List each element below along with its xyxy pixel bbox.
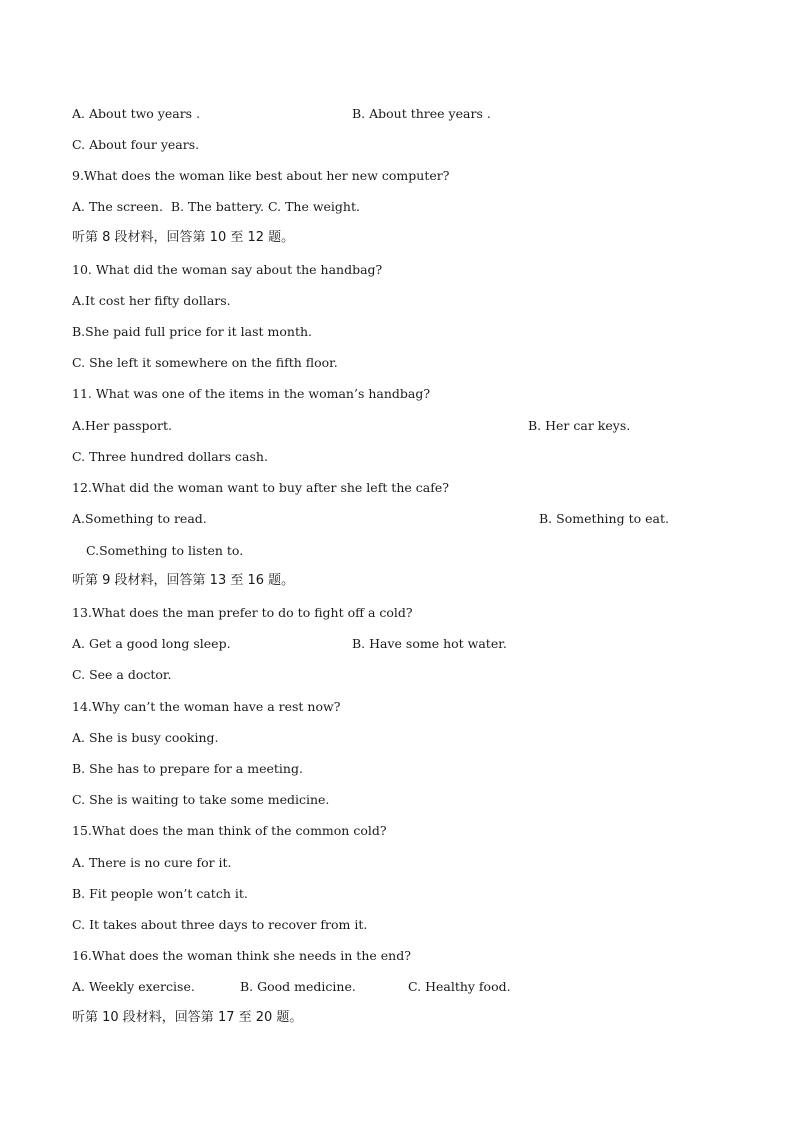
q8-option-c: C. About four years. — [72, 137, 200, 152]
question-12: 12.What did the woman want to buy after she left the cafe? — [72, 480, 449, 495]
question-16: 16.What does the woman think she needs in the end? — [72, 948, 411, 963]
q16-option-c: C. Healthy food. — [408, 979, 511, 994]
question-15: 15.What does the man think of the common cold? — [72, 823, 387, 838]
q11-option-c: C. Three hundred dollars cash. — [72, 449, 268, 464]
question-13: 13.What does the man prefer to do to fight off a cold? — [72, 605, 413, 620]
q15-option-c: C. It takes about three days to recover from it. — [72, 917, 368, 932]
q10-option-c: C. She left it somewhere on the fifth floor. — [72, 355, 338, 370]
q16-option-a: A. Weekly exercise. — [72, 979, 195, 994]
question-9: 9.What does the woman like best about her new computer? — [72, 168, 450, 183]
q14-option-a: A. She is busy cooking. — [72, 730, 219, 745]
q12-option-b: B. Something to eat. — [539, 511, 669, 526]
q16-option-b: B. Good medicine. — [240, 979, 356, 994]
q11-option-b: B. Her car keys. — [528, 418, 631, 433]
q12-option-a: A.Something to read. — [72, 511, 207, 526]
q8-option-a: A. About two years . — [72, 106, 201, 121]
section-10-instruction: 听第 10 段材料，回答第 17 至 20 题。 — [72, 1010, 303, 1025]
section-9-instruction: 听第 9 段材料，回答第 13 至 16 题。 — [72, 573, 295, 588]
q15-option-a: A. There is no cure for it. — [72, 855, 232, 870]
q15-option-b: B. Fit people won’t catch it. — [72, 886, 248, 901]
q8-option-b: B. About three years . — [352, 106, 491, 121]
q14-option-b: B. She has to prepare for a meeting. — [72, 761, 303, 776]
q12-option-c: C.Something to listen to. — [86, 543, 244, 558]
q10-option-a: A.It cost her fifty dollars. — [72, 293, 231, 308]
question-10: 10. What did the woman say about the handbag? — [72, 262, 383, 277]
q9-options: A. The screen. B. The battery. C. The weight. — [72, 199, 360, 214]
section-8-instruction: 听第 8 段材料，回答第 10 至 12 题。 — [72, 230, 295, 245]
question-14: 14.Why can’t the woman have a rest now? — [72, 699, 341, 714]
q13-option-b: B. Have some hot water. — [352, 636, 507, 651]
question-11: 11. What was one of the items in the woman’s handbag? — [72, 386, 431, 401]
q13-option-a: A. Get a good long sleep. — [72, 636, 231, 651]
q10-option-b: B.She paid full price for it last month. — [72, 324, 312, 339]
q13-option-c: C. See a doctor. — [72, 667, 172, 682]
q14-option-c: C. She is waiting to take some medicine. — [72, 792, 330, 807]
q11-option-a: A.Her passport. — [72, 418, 173, 433]
